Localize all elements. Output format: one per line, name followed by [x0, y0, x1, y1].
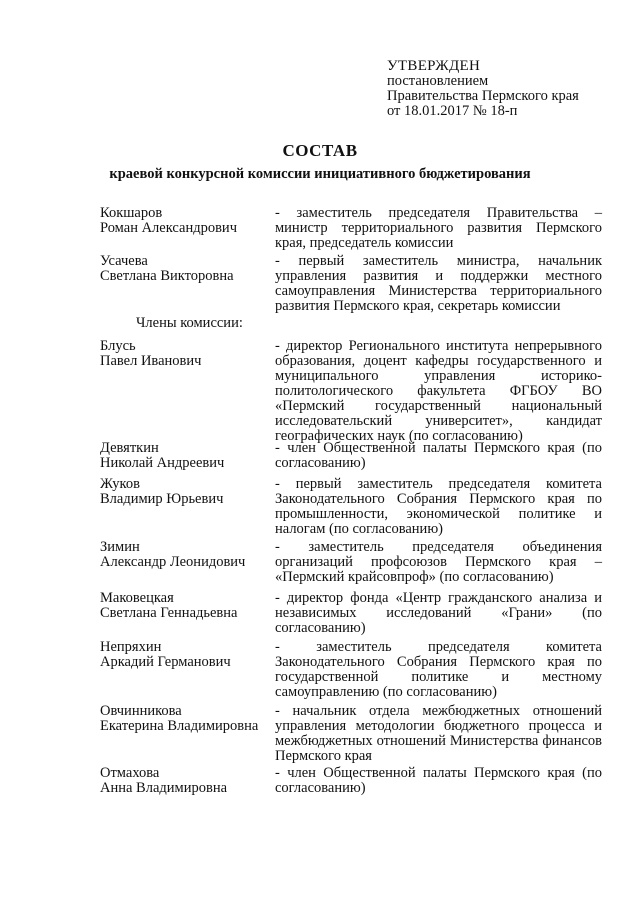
approval-heading: УТВЕРЖДЕН: [387, 58, 481, 74]
member-given-names: Роман Александрович: [100, 220, 237, 236]
member-role: - заместитель председателя Правительства – министр территориального развития Пермского края, председатель комиссии: [275, 205, 602, 251]
member-given-names: Аркадий Германович: [100, 654, 231, 670]
member-surname: Зимин: [100, 539, 140, 555]
member-surname: Отмахова: [100, 765, 160, 781]
member-name: [100, 591, 270, 621]
member-role: - первый заместитель министра, начальник управления развития и поддержки местного самоуправления Министерства территориального развития Пермского края, секретарь комиссии: [275, 253, 602, 314]
member-surname: Усачева: [100, 253, 148, 269]
member-given-names: Анна Владимировна: [100, 780, 228, 796]
member-given-names: Александр Леонидович: [100, 554, 246, 570]
member-surname: Блусь: [100, 338, 136, 354]
member-role: - заместитель председателя комитета Законодательного Собрания Пермского края по государственной политике и местному самоуправлению (по согласованию): [275, 639, 602, 700]
member-name: [100, 254, 270, 284]
member-surname: Девяткин: [100, 440, 159, 456]
member-given-names: Павел Иванович: [100, 353, 202, 369]
document-subtitle: краевой конкурсной комиссии инициативного бюджетирования: [109, 166, 531, 182]
member-given-names: Светлана Викторовна: [100, 268, 234, 284]
member-name: [100, 640, 270, 670]
approval-date-line: от 18.01.2017 № 18-п: [387, 103, 518, 119]
member-surname: Маковецкая: [100, 590, 174, 606]
member-surname: Кокшаров: [100, 205, 163, 221]
member-given-names: Светлана Геннадьевна: [100, 605, 238, 621]
member-given-names: Екатерина Владимировна: [100, 718, 259, 734]
member-surname: Непряхин: [100, 639, 162, 655]
member-role: - директор Регионального института непрерывного образования, доцент кафедры государственного и муниципального управления историко-политологического факультета ФГБОУ ВО «Пермский государственный национальный исследовательский университет», кандидат географических наук (по согласованию): [275, 338, 602, 444]
member-role: - заместитель председателя объединения организаций профсоюзов Пермского края – «Пермский крайсовпроф» (по согласованию): [275, 539, 602, 585]
members-label: Члены комиссии:: [136, 315, 243, 331]
member-given-names: Владимир Юрьевич: [100, 491, 224, 507]
member-role: - начальник отдела межбюджетных отношений управления методологии бюджетного процесса и межбюджетных отношений Министерства финансов Пермского края: [275, 703, 602, 764]
member-surname: Овчинникова: [100, 703, 182, 719]
member-name: [100, 766, 270, 796]
approval-stamp: [387, 59, 617, 119]
member-name: [100, 206, 270, 236]
member-name: [100, 339, 270, 369]
approval-line: постановлением: [387, 73, 489, 89]
member-role: - директор фонда «Центр гражданского анализа и независимых исследований «Грани» (по согласованию): [275, 590, 602, 636]
member-role: - первый заместитель председателя комитета Законодательного Собрания Пермского края по промышленности, экономической политике и налогам (по согласованию): [275, 476, 602, 537]
member-name: [100, 441, 270, 471]
member-given-names: Николай Андреевич: [100, 455, 225, 471]
member-role: - член Общественной палаты Пермского края (по согласованию): [275, 440, 602, 471]
member-name: [100, 540, 270, 570]
member-name: [100, 477, 270, 507]
member-surname: Жуков: [100, 476, 140, 492]
approval-line: Правительства Пермского края: [387, 88, 579, 104]
document-title: СОСТАВ: [282, 141, 358, 160]
member-role: - член Общественной палаты Пермского края (по согласованию): [275, 765, 602, 796]
member-name: [100, 704, 270, 734]
